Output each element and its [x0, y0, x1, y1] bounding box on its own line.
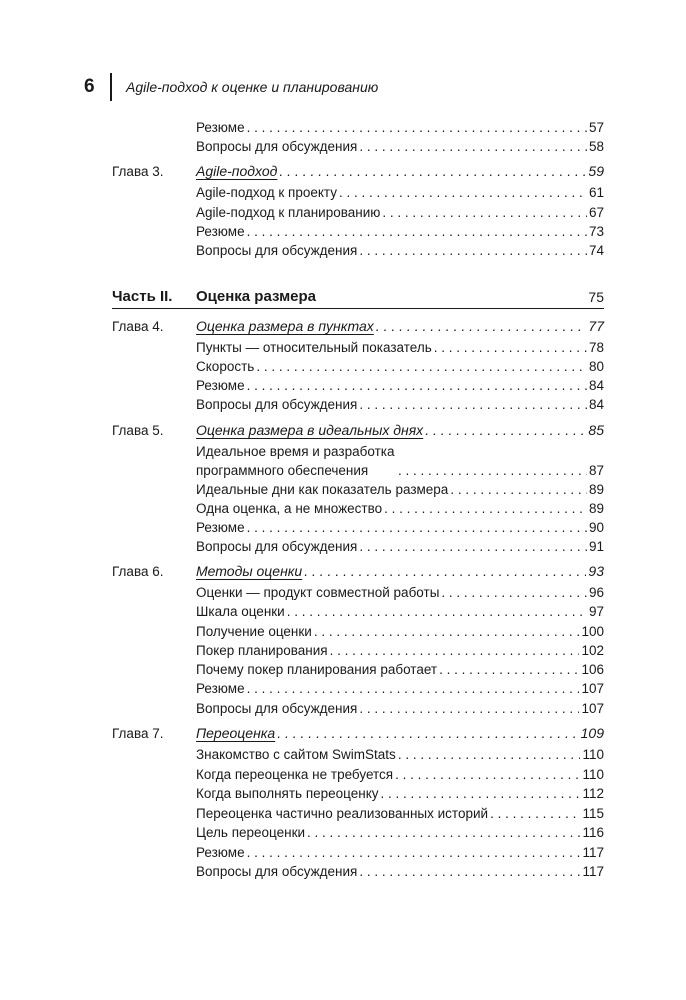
toc-entry-title: Скорость [196, 359, 255, 374]
toc-entry[interactable] [196, 137, 604, 156]
toc-entry-title: Идеальное время и разработка программного обеспечения [196, 444, 395, 478]
running-title: Agile-подход к оценке и планированию [126, 79, 379, 95]
header-divider [110, 73, 112, 101]
toc-entry-page: 74 [588, 243, 604, 258]
part-page: 75 [588, 289, 604, 305]
toc-entry[interactable] [196, 480, 604, 499]
toc-entry-title: Когда переоценка не требуется [196, 767, 394, 782]
toc-entry[interactable] [196, 376, 604, 395]
part-label: Часть II. [112, 288, 173, 305]
toc-entry-page: 116 [582, 825, 604, 840]
chapter-label: Глава 3. [112, 164, 164, 179]
toc-entry-page: 73 [588, 224, 604, 239]
toc-entry-title: Получение оценки [196, 624, 312, 639]
toc-entry-title: Пункты — относительный показатель [196, 340, 432, 355]
toc-entry[interactable] [196, 862, 604, 881]
toc-entry-title: Резюме [196, 520, 245, 535]
toc-entry[interactable] [196, 765, 604, 784]
toc-entry[interactable] [196, 622, 604, 641]
chapter-5-entry[interactable] [196, 421, 604, 440]
toc-entry-title: Резюме [196, 378, 245, 393]
toc-entry-page: 117 [582, 864, 604, 879]
chapter-label: Глава 5. [112, 423, 164, 438]
toc-entry-page: 112 [582, 786, 604, 801]
toc-entry[interactable] [196, 745, 604, 764]
chapter-6-entry[interactable] [196, 562, 604, 581]
chapter-page: 93 [588, 563, 604, 579]
toc-entry-title: Резюме [196, 224, 245, 239]
toc-entry-title: Оценки — продукт совместной работы [196, 585, 440, 600]
toc-entry-page: 84 [588, 378, 604, 393]
toc-entry[interactable] [196, 843, 604, 862]
toc-entry[interactable] [196, 222, 604, 241]
chapter-label: Глава 6. [112, 564, 164, 579]
toc-entry-title: Переоценка частично реализованных историй [196, 806, 489, 821]
toc-entry[interactable] [196, 442, 604, 480]
toc-entry-title: Шкала оценки [196, 604, 285, 619]
chapter-title: Оценка размера в идеальных днях [196, 422, 424, 438]
toc-entry[interactable] [196, 338, 604, 357]
toc-entry[interactable] [196, 784, 604, 803]
toc-entry-title: Одна оценка, а не множество [196, 501, 383, 516]
toc-entry-page: 87 [588, 463, 604, 478]
toc-entry-page: 90 [588, 520, 604, 535]
toc-entry-title: Покер планирования [196, 643, 328, 658]
part-title: Оценка размера [196, 288, 317, 305]
toc-entry[interactable] [196, 357, 604, 376]
toc-entry-page: 80 [588, 359, 604, 374]
toc-entry-title: Вопросы для обсуждения [196, 243, 358, 258]
toc-entry-page: 110 [582, 747, 604, 762]
chapter-3-entry[interactable] [196, 162, 604, 181]
chapter-4-entry[interactable] [196, 317, 604, 336]
toc-entry[interactable] [196, 660, 604, 679]
chapter-page: 85 [588, 422, 604, 438]
chapter-title: Методы оценки [196, 563, 303, 579]
toc-entry-page: 67 [588, 205, 604, 220]
toc-entry-title: Почему покер планирования работает [196, 662, 438, 677]
toc-entry-page: 89 [588, 482, 604, 497]
toc-entry-page: 110 [582, 767, 604, 782]
toc-entry-title: Вопросы для обсуждения [196, 397, 358, 412]
toc-entry[interactable] [196, 395, 604, 414]
chapter-title: Переоценка [196, 725, 276, 741]
toc-entry[interactable] [196, 241, 604, 260]
toc-entry-page: 117 [582, 845, 604, 860]
toc-entry-title: Вопросы для обсуждения [196, 539, 358, 554]
toc-entry-title: Знакомство с сайтом SwimStats [196, 747, 396, 762]
toc-entry-page: 115 [582, 806, 604, 821]
toc-entry-page: 58 [588, 139, 604, 154]
toc-entry-page: 61 [588, 185, 604, 200]
toc-entry-title: Когда выполнять переоценку [196, 786, 379, 801]
toc-entry[interactable] [196, 537, 604, 556]
toc-entry[interactable] [196, 602, 604, 621]
toc-entry[interactable] [196, 499, 604, 518]
chapter-title: Оценка размера в пунктах [196, 318, 374, 334]
toc-entry-title: Вопросы для обсуждения [196, 701, 358, 716]
chapter-label: Глава 7. [112, 726, 164, 741]
chapter-7-entry[interactable] [196, 724, 604, 743]
chapter-page: 59 [588, 163, 604, 179]
toc-entry-title: Резюме [196, 120, 245, 135]
toc-entry[interactable] [196, 518, 604, 537]
toc-entry[interactable] [196, 699, 604, 718]
toc-entry[interactable] [196, 823, 604, 842]
toc-entry[interactable] [196, 183, 604, 202]
toc-entry-page: 102 [581, 643, 604, 658]
toc-entry-page: 107 [581, 681, 604, 696]
toc-entry-title: Резюме [196, 681, 245, 696]
toc-entry-title: Идеальные дни как показатель размера [196, 482, 449, 497]
toc-entry-page: 89 [588, 501, 604, 516]
toc-entry[interactable] [196, 583, 604, 602]
toc-entry-title: Вопросы для обсуждения [196, 864, 358, 879]
toc-entry[interactable] [196, 118, 604, 137]
toc-entry-title: Agile-подход к планированию [196, 205, 381, 220]
toc-entry-page: 84 [588, 397, 604, 412]
page-number: 6 [84, 76, 95, 97]
toc-entry-page: 107 [581, 701, 604, 716]
toc-entry-page: 78 [588, 340, 604, 355]
chapter-page: 109 [580, 725, 604, 741]
toc-entry-page: 97 [588, 604, 604, 619]
toc-entry-page: 106 [581, 662, 604, 677]
part-2-heading[interactable] [112, 283, 604, 309]
toc-entry-title: Цель переоценки [196, 825, 306, 840]
toc-entry-page: 91 [588, 539, 604, 554]
toc-entry[interactable] [196, 804, 604, 823]
toc-entry-page: 57 [588, 120, 604, 135]
toc-entry-title: Agile-подход к проекту [196, 185, 337, 200]
chapter-title: Agile-подход [196, 163, 278, 179]
toc-entry-page: 100 [581, 624, 604, 639]
running-header [84, 72, 378, 102]
toc-entry[interactable] [196, 203, 604, 222]
toc-entry-title: Вопросы для обсуждения [196, 139, 358, 154]
chapter-page: 77 [588, 318, 604, 334]
toc-entry-page: 96 [588, 585, 604, 600]
toc-entry[interactable] [196, 679, 604, 698]
chapter-label: Глава 4. [112, 319, 164, 334]
toc-entry-title: Резюме [196, 845, 245, 860]
toc-entry[interactable] [196, 641, 604, 660]
